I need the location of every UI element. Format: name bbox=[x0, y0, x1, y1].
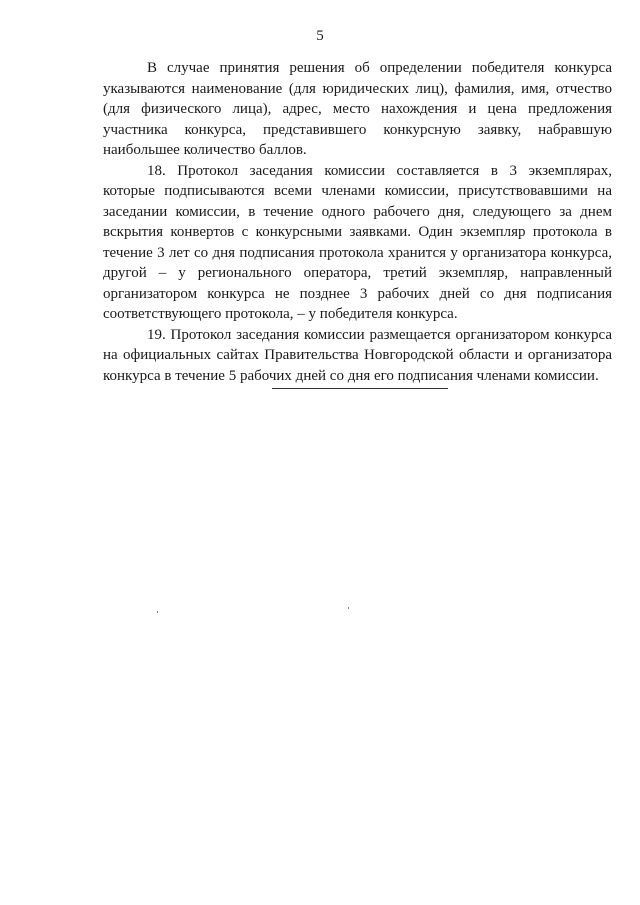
scan-speck bbox=[348, 607, 349, 609]
scan-speck bbox=[157, 611, 158, 613]
paragraph-19-protocol-publication: 19. Протокол заседания комиссии размещается организатором конкурса на официальных сайтах Правительства Новгородской области и организатора конкурса в течение 5 рабочих дней со дня его подписания членами комиссии. bbox=[103, 326, 612, 384]
paragraph-18-protocol-copies: 18. Протокол заседания комиссии составляется в 3 экземплярах, которые подписываются всеми членами комиссии, присутствовавшими на заседании комиссии, в течение одного рабочего дня, следующего за днем вскрытия конвертов с конкурсными заявками. Один экземпляр протокола в течение 3 лет со дня подписания протокола хранится у организатора конкурса, другой – у регионального оператора, третий экземпляр, направленный организатором конкурса не позднее 3 рабочих дней со дня подписания соответствующего протокола, – у победителя конкурса. bbox=[103, 162, 612, 322]
page-number: 5 bbox=[316, 28, 324, 44]
document-body bbox=[103, 58, 612, 386]
separator-line bbox=[272, 388, 448, 389]
paragraph-winner-info: В случае принятия решения об определении победителя конкурса указываются наименование (для юридических лиц), фамилия, имя, отчество (для физического лица), адрес, место нахождения и цена предложения участника конкурса, представившего конкурсную заявку, набравшую наибольшее количество баллов. bbox=[103, 60, 612, 158]
